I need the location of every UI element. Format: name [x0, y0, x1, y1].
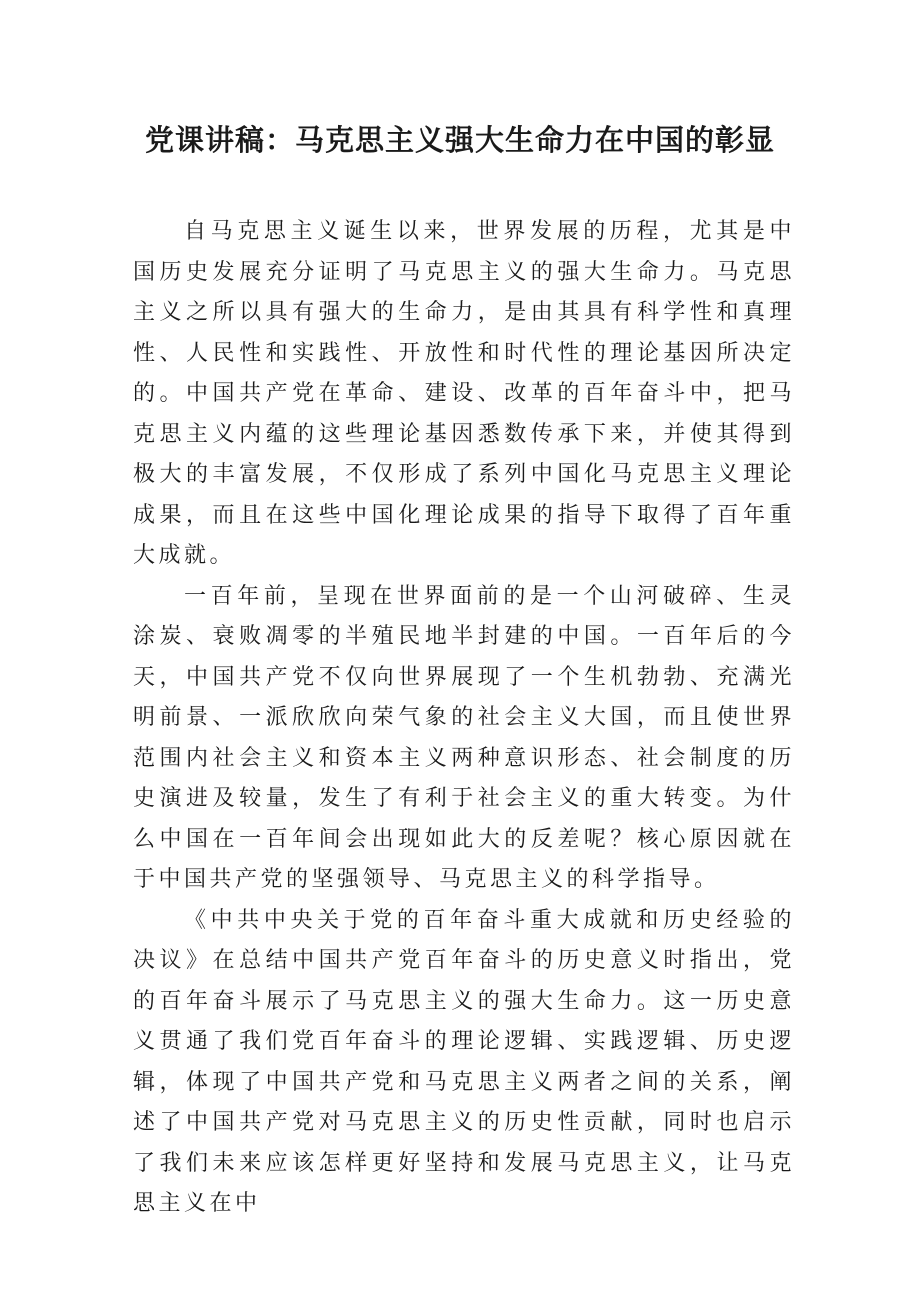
- document-title: 党课讲稿：马克思主义强大生命力在中国的彰显: [144, 123, 775, 157]
- paragraph-2: 一百年前，呈现在世界面前的是一个山河破碎、生灵涂炭、衰败凋零的半殖民地半封建的中国。一百年后的今天，中国共产党不仅向世界展现了一个生机勃勃、充满光明前景、一派欣欣向荣气象的社会主义大国，而且使世界范围内社会主义和资本主义两种意识形态、社会制度的历史演进及较量，发生了有利于社会主义的重大转变。为什么中国在一百年间会出现如此大的反差呢？核心原因就在于中国共产党的坚强领导、马克思主义的科学指导。: [133, 583, 795, 892]
- paragraph-3: 《中共中央关于党的百年奋斗重大成就和历史经验的决议》在总结中国共产党百年奋斗的历史意义时指出，党的百年奋斗展示了马克思主义的强大生命力。这一历史意义贯通了我们党百年奋斗的理论逻辑、实践逻辑、历史逻辑，体现了中国共产党和马克思主义两者之间的关系，阐述了中国共产党对马克思主义的历史性贡献，同时也启示了我们未来应该怎样更好坚持和发展马克思主义，让马克思主义在中: [133, 907, 795, 1216]
- document-body: [133, 212, 795, 1225]
- paragraph-1: 自马克思主义诞生以来，世界发展的历程，尤其是中国历史发展充分证明了马克思主义的强大生命力。马克思主义之所以具有强大的生命力，是由其具有科学性和真理性、人民性和实践性、开放性和时代性的理论基因所决定的。中国共产党在革命、建设、改革的百年奋斗中，把马克思主义内蕴的这些理论基因悉数传承下来，并使其得到极大的丰富发展，不仅形成了系列中国化马克思主义理论成果，而且在这些中国化理论成果的指导下取得了百年重大成就。: [133, 219, 795, 568]
